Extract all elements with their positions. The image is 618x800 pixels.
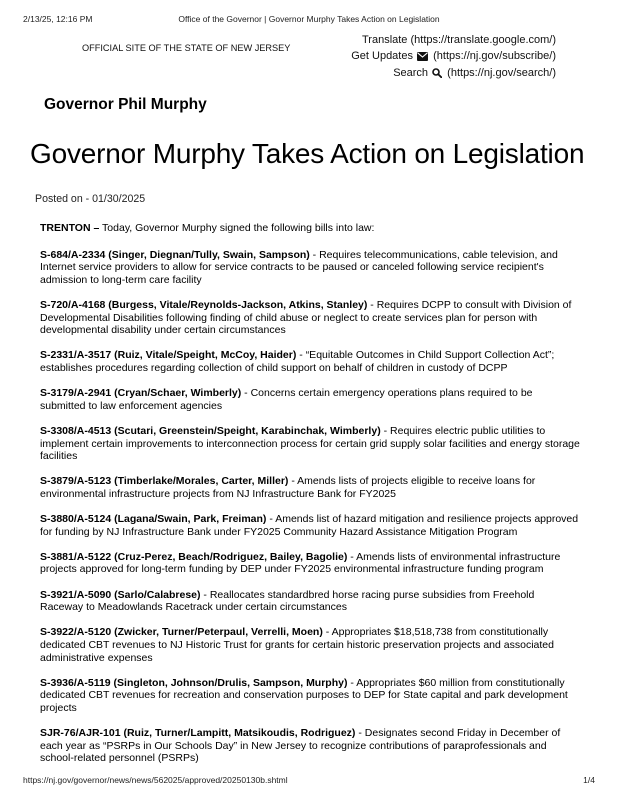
bill-item <box>40 387 580 412</box>
print-date: 2/13/25, 12:16 PM <box>23 14 93 24</box>
bill-description: - Appropriates $18,518,738 from constitutionally dedicated CBT revenues to NJ Historic Trust for grants for certain historic preservation projects and associated administrative expenses <box>40 626 554 664</box>
bill-number: S-2331/A-3517 (Ruiz, Vitale/Speight, McCoy, Haider) <box>40 349 297 362</box>
translate-link[interactable]: Translate (https://translate.google.com/) <box>361 34 556 46</box>
bill-description: - Requires DCPP to consult with Division of Developmental Disabilities following finding of child abuse or neglect to create services plan for person with developmental disability under certain circumstances <box>40 298 572 337</box>
get-updates-url: (https://nj.gov/subscribe/) <box>433 49 556 62</box>
search-link[interactable] <box>351 66 556 84</box>
bill-item <box>40 425 580 463</box>
bill-number: S-3308/A-4513 (Scutari, Greenstein/Speight, Karabinchak, Wimberly) <box>40 424 381 437</box>
envelope-icon <box>417 51 428 67</box>
bill-description: - Appropriates $60 million from constitutionally dedicated CBT revenues for recreation and conservation purposes to DEP for State capital and park development projects <box>40 676 568 714</box>
bill-item <box>40 551 580 576</box>
bill-description: - Requires telecommunications, cable television, and Internet service providers to allow for service contracts to be paused or canceled following service recipient's admission to long-term care facility <box>40 248 558 286</box>
bill-number: S-3879/A-5123 (Timberlake/Morales, Carter, Miller) <box>40 475 289 488</box>
bill-description: - Reallocates standardbred horse racing purse subsidies from Freehold Raceway to Meadowlands Racetrack under certain circumstances <box>40 588 535 614</box>
bill-description: - Amends lists of environmental infrastructure projects approved for long-term funding by DEP under FY2025 environmental infrastructure funding program <box>40 550 561 576</box>
bill-item <box>40 475 580 500</box>
dateline: TRENTON – <box>40 222 100 234</box>
search-label: Search <box>393 67 429 79</box>
search-url: (https://nj.gov/search/) <box>447 67 556 79</box>
bill-number: S-684/A-2334 (Singer, Diegnan/Tully, Swain, Sampson) <box>40 248 310 261</box>
print-footer <box>23 775 595 787</box>
bill-item <box>40 249 580 287</box>
bill-number: S-3921/A-5090 (Sarlo/Calabrese) <box>40 588 201 601</box>
bill-number: S-3922/A-5120 (Zwicker, Turner/Peterpaul, Verrelli, Moen) <box>40 626 323 639</box>
bill-number: S-3179/A-2941 (Cryan/Schaer, Wimberly) <box>40 387 242 400</box>
intro-paragraph <box>40 222 580 235</box>
bill-number: S-3881/A-5122 (Cruz-Perez, Beach/Rodriguez, Bailey, Bagolie) <box>40 550 348 563</box>
intro-text: Today, Governor Murphy signed the following bills into law: <box>99 222 375 234</box>
get-updates-link[interactable] <box>351 49 556 67</box>
print-url: https://nj.gov/governor/news/news/562025/approved/20250130b.shtml <box>23 775 288 785</box>
page-number: 1/4 <box>583 775 595 785</box>
get-updates-label: Get Updates <box>351 49 413 62</box>
page-title: Governor Murphy Takes Action on Legislation <box>30 138 585 169</box>
bill-item <box>40 727 580 765</box>
bill-number: S-3880/A-5124 (Lagana/Swain, Park, Freiman) <box>40 513 267 526</box>
bill-item <box>40 589 580 614</box>
bill-description: - Amends list of hazard mitigation and resilience projects approved for funding by NJ Infrastructure Bank under FY2025 Community Hazard Assistance Mitigation Program <box>40 513 579 538</box>
bill-item <box>40 513 580 538</box>
posted-date: Posted on - 01/30/2025 <box>35 193 146 205</box>
bill-list <box>40 249 580 765</box>
bill-item <box>40 299 580 337</box>
bill-description: - Amends lists of projects eligible to receive loans for environmental infrastructure projects from NJ Infrastructure Bank for FY2025 <box>40 475 536 500</box>
bill-item <box>40 626 580 664</box>
print-page-title: Office of the Governor | Governor Murphy Takes Action on Legislation <box>178 14 440 24</box>
bill-item <box>40 349 580 374</box>
bill-item <box>40 677 580 715</box>
bill-number: S-3936/A-5119 (Singleton, Johnson/Drulis, Sampson, Murphy) <box>40 676 348 689</box>
governor-name[interactable]: Governor Phil Murphy <box>44 96 207 113</box>
bill-description: - Concerns certain emergency operations plans required to be submitted to law enforcement agencies <box>40 387 533 412</box>
bill-description: - Requires electric public utilities to implement certain improvements to interconnection process for certain grid supply solar facilities and energy storage facilities <box>40 424 580 463</box>
bill-number: SJR-76/AJR-101 (Ruiz, Turner/Lampitt, Matsikoudis, Rodriguez) <box>40 727 356 740</box>
bill-description: - “Equitable Outcomes in Child Support Collection Act”; establishes procedures regarding collection of child support on behalf of children in custody of DCPP <box>40 349 555 374</box>
top-links <box>351 33 556 84</box>
article-body <box>40 222 580 778</box>
print-header <box>23 14 595 28</box>
bill-number: S-720/A-4168 (Burgess, Vitale/Reynolds-Jackson, Atkins, Stanley) <box>40 298 368 311</box>
official-site-banner: OFFICIAL SITE OF THE STATE OF NEW JERSEY <box>82 43 291 53</box>
magnifier-icon <box>432 68 442 84</box>
bill-description: - Designates second Friday in December of each year as “PSRPs in Our Schools Day” in New Jersey to recognize contributions of paraprofessionals and school-related personnel (PSRPs) <box>40 727 561 765</box>
